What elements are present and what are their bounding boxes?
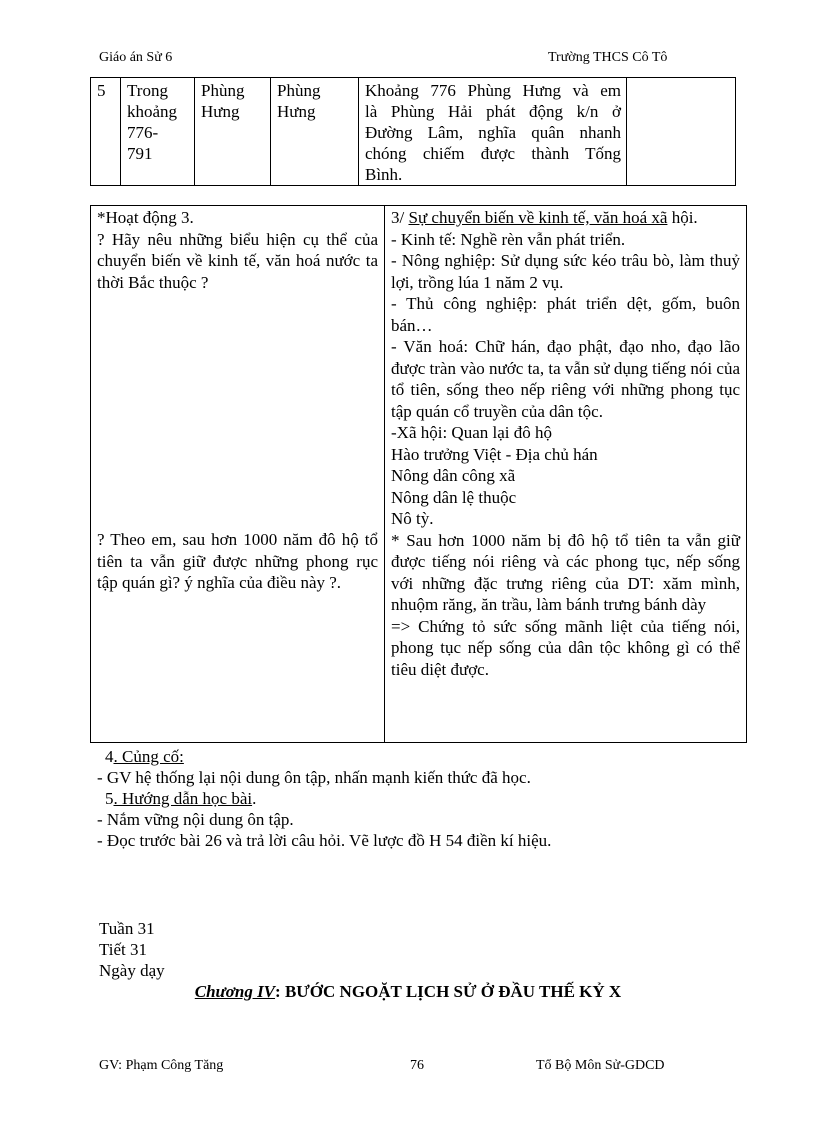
header-school: Trường THCS Cô Tô (548, 50, 668, 65)
week-label: Tuần 31 (99, 919, 155, 938)
list-item: Nông dân công xã (391, 466, 516, 485)
extra-cell (627, 78, 736, 186)
section-4-line: - GV hệ thống lại nội dung ôn tập, nhấn mạnh kiến thức đã học. (97, 768, 531, 787)
row-number: 5 (91, 78, 121, 186)
list-item: Nông dân lệ thuộc (391, 487, 517, 507)
place-cell: Phùng Hưng (271, 78, 359, 186)
section-4-title: 4. Củng cố: (105, 747, 184, 766)
list-item: * Sau hơn 1000 năm bị đô hộ tổ tiên ta vẫn giữ được tiếng nói riêng và các phong tục, nếp sống với những đặc trưng riêng của DT: xăm mình, nhuộm răng, ăn trầu, làm bánh trưng bánh dày (391, 530, 740, 614)
footer-department: Tổ Bộ Môn Sử-GDCD (536, 1058, 665, 1073)
uprising-table (90, 77, 736, 186)
section-heading: 3/ Sự chuyển biến về kinh tế, văn hoá xã hội. (391, 208, 698, 227)
content-cell (385, 206, 747, 743)
teacher-activity-cell (91, 206, 385, 743)
lesson-table (90, 205, 747, 743)
footer-page-number: 76 (410, 1058, 424, 1073)
leader-cell: Phùng Hưng (195, 78, 271, 186)
table-row (91, 78, 736, 186)
list-item: => Chứng tỏ sức sống mãnh liệt của tiếng nói, phong tục nếp sống của dân tộc không gì có thể tiêu diệt được. (391, 616, 740, 679)
table-row (91, 206, 747, 743)
list-item: - Kinh tế: Nghề rèn vẫn phát triển. (391, 229, 626, 249)
section-5-title: 5. Hướng dẫn học bài. (105, 789, 257, 808)
list-item: Hào trưởng Việt - Địa chủ hán (391, 444, 598, 464)
list-item: -Xã hội: Quan lại đô hộ (391, 423, 552, 442)
list-item: - Thủ công nghiệp: phát triển dệt, gốm, buôn bán… (391, 294, 740, 335)
question-2: ? Theo em, sau hơn 1000 năm đô hộ tổ tiên ta vẫn giữ được những phong rục tập quán gì? ý nghĩa của điều này ?. (97, 530, 378, 592)
date-label: Ngày dạy (99, 961, 165, 980)
header-subject: Giáo án Sử 6 (99, 50, 173, 65)
activity-heading: *Hoạt động 3. (97, 208, 194, 227)
list-item: Nô tỳ. (391, 509, 434, 528)
list-item: - Văn hoá: Chữ hán, đạo phật, đạo nho, đạo lão được tràn vào nước ta, ta vẫn sử dụng tiếng nói của tổ tiên, sống theo nếp riêng với những phong tục tập quán cổ truyền của dân tộc. (391, 337, 740, 421)
section-5-line: - Đọc trước bài 26 và trả lời câu hỏi. Vẽ lược đồ H 54 điền kí hiệu. (97, 831, 552, 850)
question-1: ? Hãy nêu những biểu hiện cụ thể của chuyển biến về kinh tế, văn hoá nước ta thời Bắc thuộc ? (97, 229, 378, 292)
section-5-line: - Nắm vững nội dung ôn tập. (97, 810, 294, 829)
chapter-title: Chương IV: BƯỚC NGOẶT LỊCH SỬ Ở ĐẦU THẾ KỶ X (194, 982, 622, 1001)
time-cell: Trong khoảng 776- 791 (121, 78, 195, 186)
list-item: - Nông nghiệp: Sử dụng sức kéo trâu bò, làm thuỷ lợi, trồng lúa 1 năm 2 vụ. (391, 251, 740, 292)
period-label: Tiết 31 (99, 940, 148, 959)
content-cell: Khoảng 776 Phùng Hưng và em là Phùng Hải phát động k/n ở Đường Lâm, nghĩa quân nhanh chóng chiếm được thành Tống Bình. (359, 78, 627, 186)
footer-teacher: GV: Phạm Công Tăng (99, 1058, 224, 1073)
